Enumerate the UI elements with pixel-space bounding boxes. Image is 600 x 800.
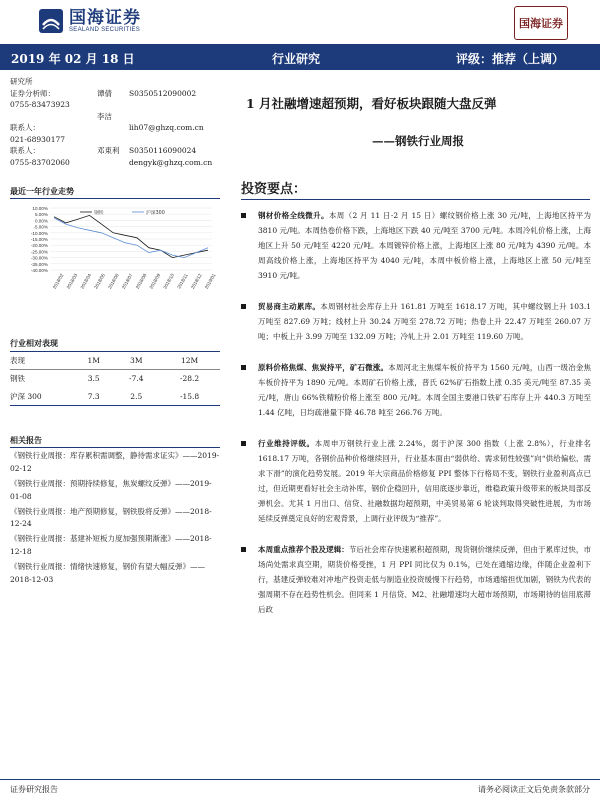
analyst-field	[10, 111, 97, 123]
analyst-row	[10, 111, 220, 123]
analyst-row	[10, 157, 220, 169]
related-report-link[interactable]: 《钢铁行业周报：情绪快速修复，钢价有望大幅反弹》——2018-12-03	[10, 562, 205, 584]
y-tick-label: 10.00%	[32, 206, 48, 211]
analyst-field: 021-68930177	[10, 134, 66, 144]
y-tick-label: -30.00%	[30, 255, 48, 261]
key-point-text	[258, 299, 591, 344]
analyst-row	[10, 122, 220, 134]
report-subtitle: ——钢铁行业周报	[372, 134, 464, 148]
company-name-cn: 国海证券	[69, 8, 141, 28]
key-point-text	[258, 542, 591, 617]
analyst-field: 研究所	[10, 77, 33, 86]
analyst-field: dengyk@ghzq.com.cn	[129, 157, 213, 167]
key-point-body: 节后社会库存快速累积超预期，现货钢价继续反弹，但由于累库过快，市场尚处需求真空期，期货价格受挫，1 月 PPI 同比仅为 0.1%，已处在通缩边缘，伴随企业盈利下行，基建反弹较难对冲地产投资走低与制造业投资缓慢下行趋势，市场通缩担忧加剧，钢铁为代表的强周期不存在趋势性机会。但同来 1 月信贷、M2、社融增速均大超市场预期，市场期待的信用底滞后政	[258, 545, 592, 614]
x-tick-label: 2018/03	[65, 272, 79, 290]
table-header: 1M	[87, 356, 100, 365]
x-tick-label: 2018/06	[107, 272, 120, 290]
bullet-square-icon	[241, 441, 246, 446]
key-point-lead: 行业维持评级。	[258, 439, 315, 448]
y-tick-label: -25.00%	[30, 249, 48, 255]
key-points-heading: 投资要点：	[241, 182, 307, 197]
analyst-field: 联系人：	[10, 146, 40, 155]
related-reports-title: 相关报告	[10, 435, 42, 445]
report-rating: 评级：推荐（上调）	[456, 52, 565, 66]
company-seal: 国海证券	[514, 6, 568, 40]
analyst-field: 李洁	[97, 111, 112, 121]
y-tick-label: 5.00%	[34, 212, 48, 218]
key-point-body: 本周申万钢铁行业上涨 2.24%，弱于沪深 300 指数（上涨 2.8%），行业排名 1618.17 万吨，各钢价品种价格继续回升，行业基本面由“弱供给、需求韧性较强”向“供给偏松、需求下滑”的演化趋势发展。2019 年大宗商品价格修复 PPI 整体下行格局不变，钢铁行业盈利高点已过，但近期更看好社会主动补库，钢价企稳回升，信用底逐步靠近，维稳政策升级带来的板块局部反弹机会。尤其 1 月出口、信贷、社融数据均超预期，中美贸易第 6 轮谈判取得突破性进展，为市场延续反弹奠定良好的宏观背景，上调行业评级为“推荐”。	[258, 439, 592, 523]
logo-icon	[38, 8, 64, 34]
analyst-field	[129, 76, 220, 88]
company-name-en: SEALAND SECURITIES	[69, 27, 141, 33]
analyst-field: 0755-83702060	[10, 157, 70, 167]
analyst-info	[10, 76, 220, 168]
analyst-field	[97, 76, 129, 88]
y-tick-label: -5.00%	[33, 224, 48, 230]
analyst-row	[10, 145, 220, 157]
key-point-lead: 贸易商主动累库。	[258, 302, 321, 311]
x-tick-label: 2018/12	[190, 272, 203, 290]
x-tick-label: 2018/11	[176, 272, 189, 290]
analyst-field: 证券分析师：	[10, 88, 55, 98]
related-report-link[interactable]: 《钢铁行业周报：预期持续修复，焦炭螺纹反弹》——2019-01-08	[10, 478, 212, 501]
analyst-field	[97, 99, 129, 111]
x-tick-label: 2018/08	[134, 272, 148, 290]
table-header: 12M	[180, 356, 199, 365]
key-point	[241, 360, 591, 420]
y-tick-label: -35.00%	[30, 261, 48, 267]
key-point-text	[258, 208, 591, 283]
bullet-square-icon	[241, 213, 246, 218]
x-tick-label: 2018/04	[79, 272, 93, 290]
chart-section-title: 最近一年行业走势	[10, 186, 74, 196]
analyst-row	[10, 88, 220, 100]
footer-divider	[0, 779, 600, 780]
report-title: 1 月社融增速超预期，看好板块跟随大盘反弹	[246, 96, 497, 111]
related-report-link[interactable]: 《钢铁行业周报：基建补短板力度加强预期渐涨》——2018-12-18	[10, 534, 212, 557]
key-point-lead: 本周重点推荐个股及逻辑：	[258, 545, 349, 554]
table-row	[10, 370, 220, 388]
y-tick-label: -40.00%	[30, 268, 48, 273]
analyst-field: 0755-83473923	[10, 100, 70, 109]
y-tick-label: -20.00%	[30, 243, 48, 249]
report-category: 行业研究	[272, 52, 321, 66]
x-tick-label: 2018/05	[93, 272, 106, 290]
analyst-field	[129, 99, 220, 111]
performance-title: 行业相对表现	[10, 338, 58, 348]
x-tick-label: 2018/07	[120, 272, 134, 290]
table-header: 3M	[130, 356, 143, 365]
analyst-field: 联系人：	[10, 123, 40, 132]
analyst-field	[129, 111, 220, 123]
key-point-text	[258, 436, 591, 526]
key-point-lead: 原料价格焦煤、焦炭持平，矿石微涨。	[258, 363, 389, 372]
analyst-field: 邓東利	[97, 146, 120, 155]
related-report-link[interactable]: 《钢铁行业周报：地产预期修复，钢铁股将反弹》——2018-12-24	[10, 506, 212, 529]
report-info-bar	[0, 44, 600, 70]
x-tick-label: 2018/09	[148, 272, 162, 290]
key-point-body: 本周（2 月 11 日-2 月 15 日）螺纹钢价格上涨 30 元/吨，上海地区持平为 3810 元/吨。本周热卷价格下跌，上海地区下跌 40 元/吨至 3700 元/吨。本周冷轧价格上涨，上海地区上升 50 元/吨至 4220 元/吨。本周镀锌价格上涨，上海地区上涨 80 元/吨为 4390 元/吨。本周高线价格上涨，上海地区持平为 4040 元/吨，本周中板价格上涨，上海地区上涨 50 元/吨至 3910 元/吨。	[258, 211, 592, 280]
key-point	[241, 208, 591, 283]
analyst-field	[129, 134, 220, 146]
footer-disclaimer: 请务必阅读正文后免责条款部分	[478, 785, 590, 794]
y-tick-label: -15.00%	[30, 237, 48, 242]
analyst-field: 谭倩	[97, 88, 112, 98]
analyst-field: S0350116090024	[129, 146, 197, 155]
analyst-field	[97, 157, 129, 169]
key-point-text	[258, 360, 591, 420]
analyst-field: S0350512090002	[129, 88, 197, 98]
key-point	[241, 436, 591, 526]
related-report-link[interactable]: 《钢铁行业周报：库存累积需调整，静待需求证实》——2019-02-12	[10, 451, 220, 473]
legend-label: 沪深300	[146, 211, 165, 216]
table-header: 表现	[10, 356, 25, 365]
report-date: 2019 年 02 月 18 日	[11, 52, 135, 66]
table-cell: -7.4	[129, 374, 144, 384]
company-logo	[38, 8, 141, 34]
y-tick-label: 0.00%	[34, 218, 48, 224]
bullet-square-icon	[241, 547, 246, 552]
analyst-row	[10, 99, 220, 111]
key-point-body: 本周河北主焦煤车板价持平为 1560 元/吨，山西一级冶金焦车板价持平为 1890 元/吨。本周矿石价格上涨，普氏 62%矿石指数上涨 0.35 美元/吨至 87.35 美元/吨，唐山 66%铁精粉价格上涨至 800 元/吨。本周全国主要港口铁矿石库存上升 440.3 万吨至 1.44 亿吨，日均疏港量下降 46.78 吨至 266.76 万吨。	[258, 363, 592, 417]
analyst-field	[97, 122, 129, 134]
key-point	[241, 542, 591, 617]
legend-label: 钢铁	[94, 211, 104, 216]
table-cell: 2.5	[130, 391, 143, 401]
performance-table	[10, 351, 220, 406]
divider	[10, 447, 220, 448]
analyst-field	[97, 134, 129, 146]
table-cell: 3.5	[87, 374, 100, 384]
table-row	[10, 388, 220, 406]
key-point-body: 本周钢材社会库存上升 161.81 万吨至 1618.17 万吨，其中螺纹钢上升 103.1 万吨至 827.69 万吨；线材上升 30.24 万吨至 278.72 万吨；热卷上升 22.47 万吨至 260.07 万吨；中板上升 3.99 万吨至 132.09 万吨；冷轧上升 2.01 万吨至 119.60 万吨。	[258, 302, 591, 341]
key-point	[241, 299, 591, 344]
bullet-square-icon	[241, 304, 246, 309]
key-point-lead: 钢材价格全线微升。	[258, 211, 329, 220]
table-cell: 7.3	[87, 391, 100, 401]
divider	[241, 199, 590, 200]
analyst-row	[10, 76, 220, 88]
analyst-row	[10, 134, 220, 146]
table-cell: 钢铁	[10, 374, 25, 384]
industry-trend-chart	[10, 202, 220, 292]
table-cell: -28.2	[179, 374, 200, 384]
footer-left: 证券研究报告	[10, 785, 58, 794]
x-tick-label: 2018/02	[51, 272, 65, 290]
key-points-list	[241, 208, 591, 633]
related-reports-list	[10, 450, 220, 589]
table-cell: -15.8	[179, 391, 200, 401]
x-tick-label: 2019/01	[203, 272, 217, 290]
y-tick-label: -10.00%	[30, 230, 48, 236]
x-tick-label: 2018/10	[162, 272, 176, 290]
table-cell: 沪深 300	[10, 391, 42, 401]
bullet-square-icon	[241, 365, 246, 370]
analyst-field: lih07@ghzq.com.cn	[129, 123, 204, 132]
divider	[10, 198, 220, 199]
